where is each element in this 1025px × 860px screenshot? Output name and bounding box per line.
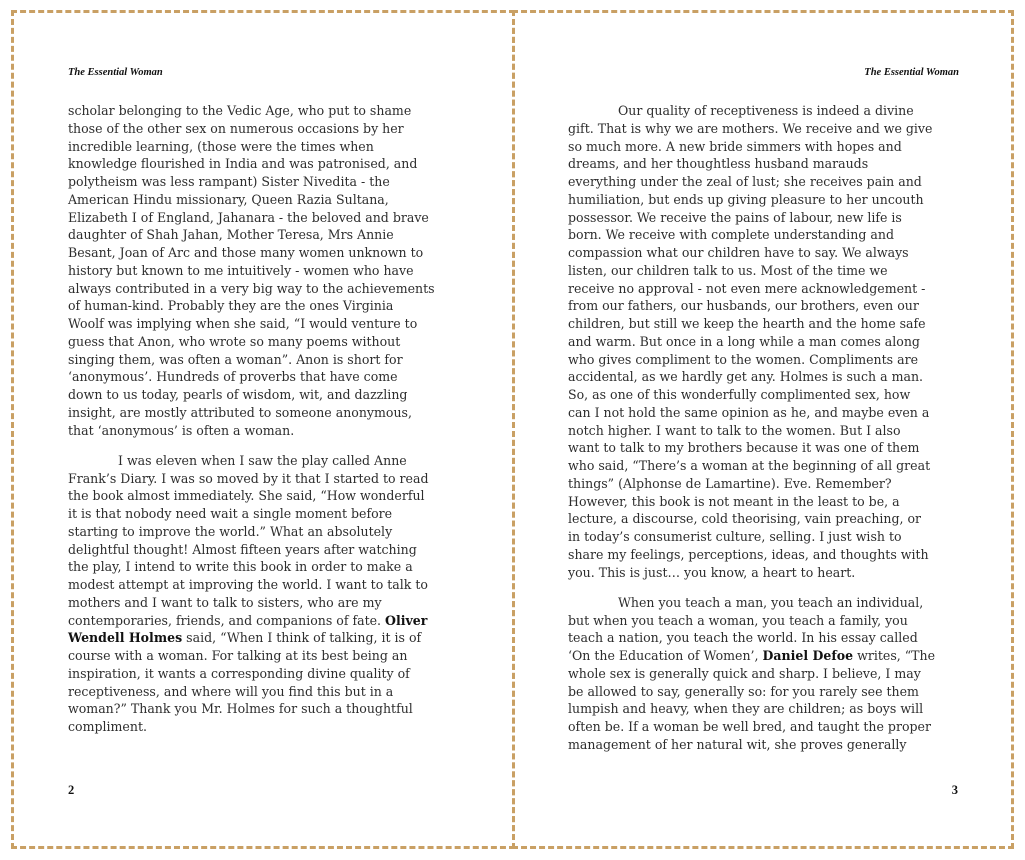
text-line: guess that Anon, who wrote so many poems without bbox=[68, 333, 401, 349]
page-number: 2 bbox=[68, 783, 75, 797]
paragraph bbox=[568, 102, 962, 581]
text-line: Elizabeth I of England, Jahanara - the beloved and brave bbox=[68, 209, 429, 225]
text-line: the book almost immediately. She said, “How wonderful bbox=[68, 488, 425, 504]
text-line: Wendell Holmes said, “When I think of talking, it is of bbox=[68, 630, 422, 646]
text-line: modest attempt at improving the world. I want to talk to bbox=[68, 577, 428, 592]
text-line: who said, “There’s a woman at the beginning of all great bbox=[568, 458, 931, 473]
text-line: ‘On the Education of Women’, Daniel Defoe writes, “The bbox=[568, 648, 936, 663]
text-line: lumpish and heavy, when they are children; as boys will bbox=[568, 701, 924, 717]
page-body bbox=[568, 102, 962, 766]
text-line: can I not hold the same opinion as he, and maybe even a bbox=[568, 404, 930, 420]
text-line: possessor. We receive the pains of labour, new life is bbox=[568, 209, 902, 225]
text-line: you. This is just… you know, a heart to heart. bbox=[568, 564, 856, 580]
text-line: American Hindu missionary, Queen Razia Sultana, bbox=[68, 191, 389, 207]
paragraph bbox=[68, 452, 462, 736]
text-line: that ‘anonymous’ is often a woman. bbox=[68, 422, 295, 438]
text-line: insight, are mostly attributed to someone anonymous, bbox=[68, 404, 412, 420]
bold-name: Wendell Holmes bbox=[68, 630, 183, 646]
text-line: course with a woman. For talking at its best being an bbox=[68, 648, 408, 663]
text-line: accidental, as we hardly get any. Holmes is such a man. bbox=[568, 369, 924, 385]
paragraph bbox=[68, 102, 462, 439]
text-line: always contributed in a very big way to the achievements bbox=[68, 280, 435, 296]
bold-name: Daniel Defoe bbox=[762, 648, 854, 663]
running-header: The Essential Woman bbox=[68, 67, 163, 78]
text-line: mothers and I want to talk to sisters, who are my bbox=[68, 594, 382, 610]
text-line: management of her natural wit, she proves generally bbox=[568, 736, 907, 752]
right-page bbox=[512, 10, 1014, 849]
text-line: those of the other sex on numerous occasions by her bbox=[68, 120, 404, 136]
text-line: often be. If a woman be well bred, and taught the proper bbox=[568, 719, 931, 734]
text-line: inspiration, it wants a corresponding divine quality of bbox=[68, 665, 410, 681]
text-line: from our fathers, our husbands, our brothers, even our bbox=[568, 298, 919, 314]
text-line: polytheism was less rampant) Sister Nivedita - the bbox=[68, 174, 390, 189]
text-line: of human-kind. Probably they are the ones Virginia bbox=[68, 298, 394, 314]
text-line: it is that nobody need wait a single moment before bbox=[68, 506, 393, 521]
paragraph bbox=[568, 594, 962, 754]
text-line: born. We receive with complete understanding and bbox=[568, 227, 894, 243]
text-line: so much more. A new bride simmers with hopes and bbox=[568, 138, 902, 154]
text-line: Besant, Joan of Arc and those many women unknown to bbox=[68, 245, 424, 260]
text-line: want to talk to my brothers because it was one of them bbox=[568, 440, 920, 456]
text-line: who gives compliment to the women. Compliments are bbox=[568, 351, 918, 367]
text-line: Our quality of receptiveness is indeed a divine bbox=[618, 103, 914, 118]
text-line: and warm. But once in a long while a man comes along bbox=[568, 333, 920, 349]
text-line: teach a nation, you teach the world. In his essay called bbox=[568, 630, 918, 646]
text-line: However, this book is not meant in the least to be, a bbox=[568, 493, 900, 509]
text-line: listen, our children talk to us. Most of the time we bbox=[568, 262, 888, 278]
left-page bbox=[11, 10, 515, 849]
text-line: ‘anonymous’. Hundreds of proverbs that have come bbox=[68, 369, 398, 385]
text-line: everything under the zeal of lust; she receives pain and bbox=[568, 174, 922, 189]
text-line: the play, I intend to write this book in order to make a bbox=[68, 559, 413, 575]
text-line: notch higher. I want to talk to the women. But I also bbox=[568, 422, 901, 438]
text-line: lecture, a discourse, cold theorising, vain preaching, or bbox=[568, 511, 922, 527]
text-line: So, as one of this wonderfully complimented sex, how bbox=[568, 387, 911, 402]
text-line: incredible learning, (those were the times when bbox=[68, 138, 374, 154]
text-line: share my feelings, perceptions, ideas, and thoughts with bbox=[568, 546, 929, 562]
bold-name: Oliver bbox=[385, 612, 428, 628]
text-line: singing them, was often a woman”. Anon is short for bbox=[68, 351, 403, 367]
text-line: Woolf was implying when she said, “I would venture to bbox=[68, 316, 418, 331]
text-line: dreams, and her thoughtless husband marauds bbox=[568, 156, 869, 172]
text-line: gift. That is why we are mothers. We receive and we give bbox=[568, 120, 933, 136]
text-line: but when you teach a woman, you teach a family, you bbox=[568, 612, 908, 628]
text-line: receptiveness, and where will you find this but in a bbox=[68, 683, 394, 699]
text-line: whole sex is generally quick and sharp. I believe, I may bbox=[568, 665, 921, 681]
running-header: The Essential Woman bbox=[864, 67, 959, 78]
text-line: children, but still we keep the hearth and the home safe bbox=[568, 316, 926, 331]
text-line: be allowed to say, generally so: for you rarely see them bbox=[568, 683, 919, 699]
text-line: starting to improve the world.” What an absolutely bbox=[68, 523, 393, 539]
text-line: delightful thought! Almost fifteen years after watching bbox=[68, 541, 417, 557]
text-line: history but known to me intuitively - women who have bbox=[68, 262, 414, 278]
text-line: compliment. bbox=[68, 719, 147, 734]
text-line: contemporaries, friends, and companions of fate. Oliver bbox=[68, 612, 428, 628]
text-line: knowledge flourished in India and was patronised, and bbox=[68, 156, 418, 172]
text-line: Frank’s Diary. I was so moved by it that I started to read bbox=[68, 470, 429, 486]
text-line: receive no approval - not even mere acknowledgement - bbox=[568, 280, 926, 296]
text-line: in today’s consumerist culture, selling. I just wish to bbox=[568, 529, 902, 544]
text-line: humiliation, but ends up giving pleasure to her uncouth bbox=[568, 191, 924, 207]
text-line: down to us today, pearls of wisdom, wit, and dazzling bbox=[68, 387, 408, 402]
text-line: scholar belonging to the Vedic Age, who put to shame bbox=[68, 103, 412, 118]
page-number: 3 bbox=[951, 783, 958, 797]
text-line: things” (Alphonse de Lamartine). Eve. Remember? bbox=[568, 475, 892, 491]
text-line: daughter of Shah Jahan, Mother Teresa, Mrs Annie bbox=[68, 227, 394, 243]
page-body bbox=[68, 102, 462, 748]
text-line: woman?” Thank you Mr. Holmes for such a thoughtful bbox=[68, 701, 413, 717]
text-line: I was eleven when I saw the play called Anne bbox=[118, 452, 407, 468]
text-line: compassion what our children have to say. We always bbox=[568, 245, 909, 260]
text-line: When you teach a man, you teach an individual, bbox=[618, 594, 924, 610]
